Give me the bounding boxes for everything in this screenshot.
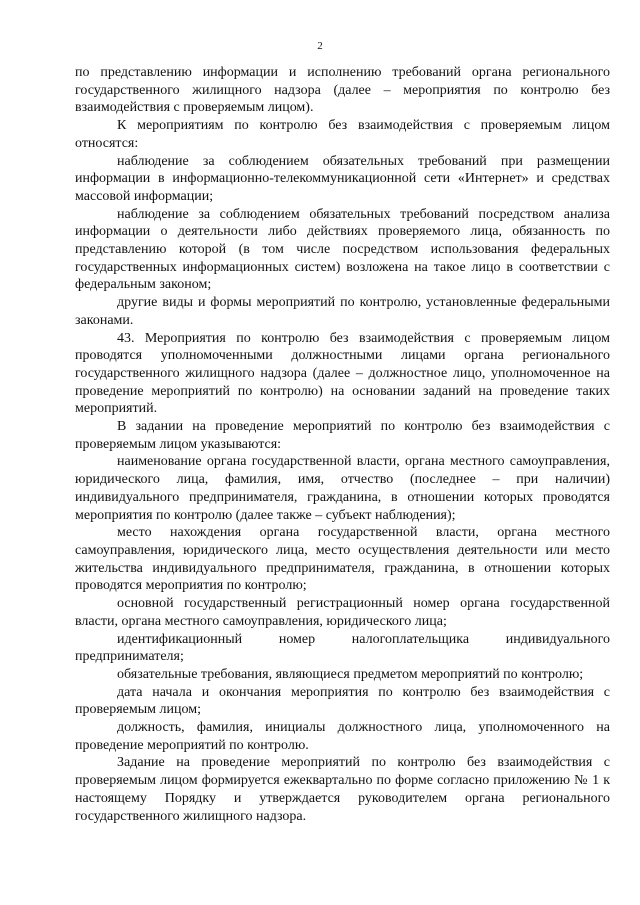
paragraph-item-43: 43. Мероприятия по контролю без взаимодействия с проверяемым лицом проводятся уполномоченными должностными лицами органа регионального государственного жилищного надзора (далее – должностное лицо, уполномоченное на проведение мероприятий по контролю) на основании заданий на проведение таких мероприятий. [75, 330, 610, 417]
paragraph-official: должность, фамилия, инициалы должностного лица, уполномоченного на проведение мероприятий по контролю. [75, 720, 610, 753]
paragraph-information-analysis: наблюдение за соблюдением обязательных требований посредством анализа информации о деятельности либо действиях проверяемого лица, обязанность по представлению которой (в том числе посредством использования федеральных государственных информационных систем) возложена на такое лицо в соответствии с федеральным законом; [75, 206, 610, 293]
paragraph-registration-number: основной государственный регистрационный номер органа государственной власти, органа местного самоуправления, юридического лица; [75, 596, 610, 629]
paragraph-mandatory-requirements: обязательные требования, являющиеся предметом мероприятий по контролю; [117, 666, 584, 682]
paragraph-other-forms: другие виды и формы мероприятий по контролю, установленные федеральными законами. [75, 295, 610, 328]
paragraph-tax-id: идентификационный номер налогоплательщика индивидуального предпринимателя; [75, 631, 610, 665]
paragraph-quarterly-assignment: Задание на проведение мероприятий по контролю без взаимодействия с проверяемым лицом формируется ежеквартально по форме согласно приложению № 1 к настоящему Порядку и утверждается руководителем органа регионального государственного жилищного надзора. [75, 755, 610, 824]
paragraph-internet-monitoring: наблюдение за соблюдением обязательных требований при размещении информации в информационно-телекоммуникационной сети «Интернет» и средствах массовой информации; [75, 153, 610, 204]
paragraph-assignment-contents: В задании на проведение мероприятий по контролю без взаимодействия с проверяемым лицом указываются: [75, 419, 610, 452]
page-number: 2 [317, 40, 323, 52]
paragraph-continuation: по представлению информации и исполнению требований органа регионального государственного жилищного надзора (далее – мероприятия по контролю без взаимодействия с проверяемым лицом). [75, 65, 610, 116]
paragraph-measures-intro: К мероприятиям по контролю без взаимодействия с проверяемым лицом относятся: [75, 118, 610, 151]
paragraph-dates: дата начала и окончания мероприятия по контролю без взаимодействия с проверяемым лицом; [75, 684, 610, 718]
paragraph-name-of-entity: наименование органа государственной власти, органа местного самоуправления, юридического лица, фамилия, имя, отчество (последнее – при наличии) индивидуального предпринимателя, гражданина, в отношении которых проводятся мероприятия по контролю (далее также – субъект наблюдения); [75, 454, 610, 523]
document-body [75, 64, 610, 825]
paragraph-location: место нахождения органа государственной власти, органа местного самоуправления, юридического лица, место осуществления деятельности или место жительства индивидуального предпринимателя, гражданина, в отношении которых проводятся мероприятия по контролю; [75, 525, 610, 594]
